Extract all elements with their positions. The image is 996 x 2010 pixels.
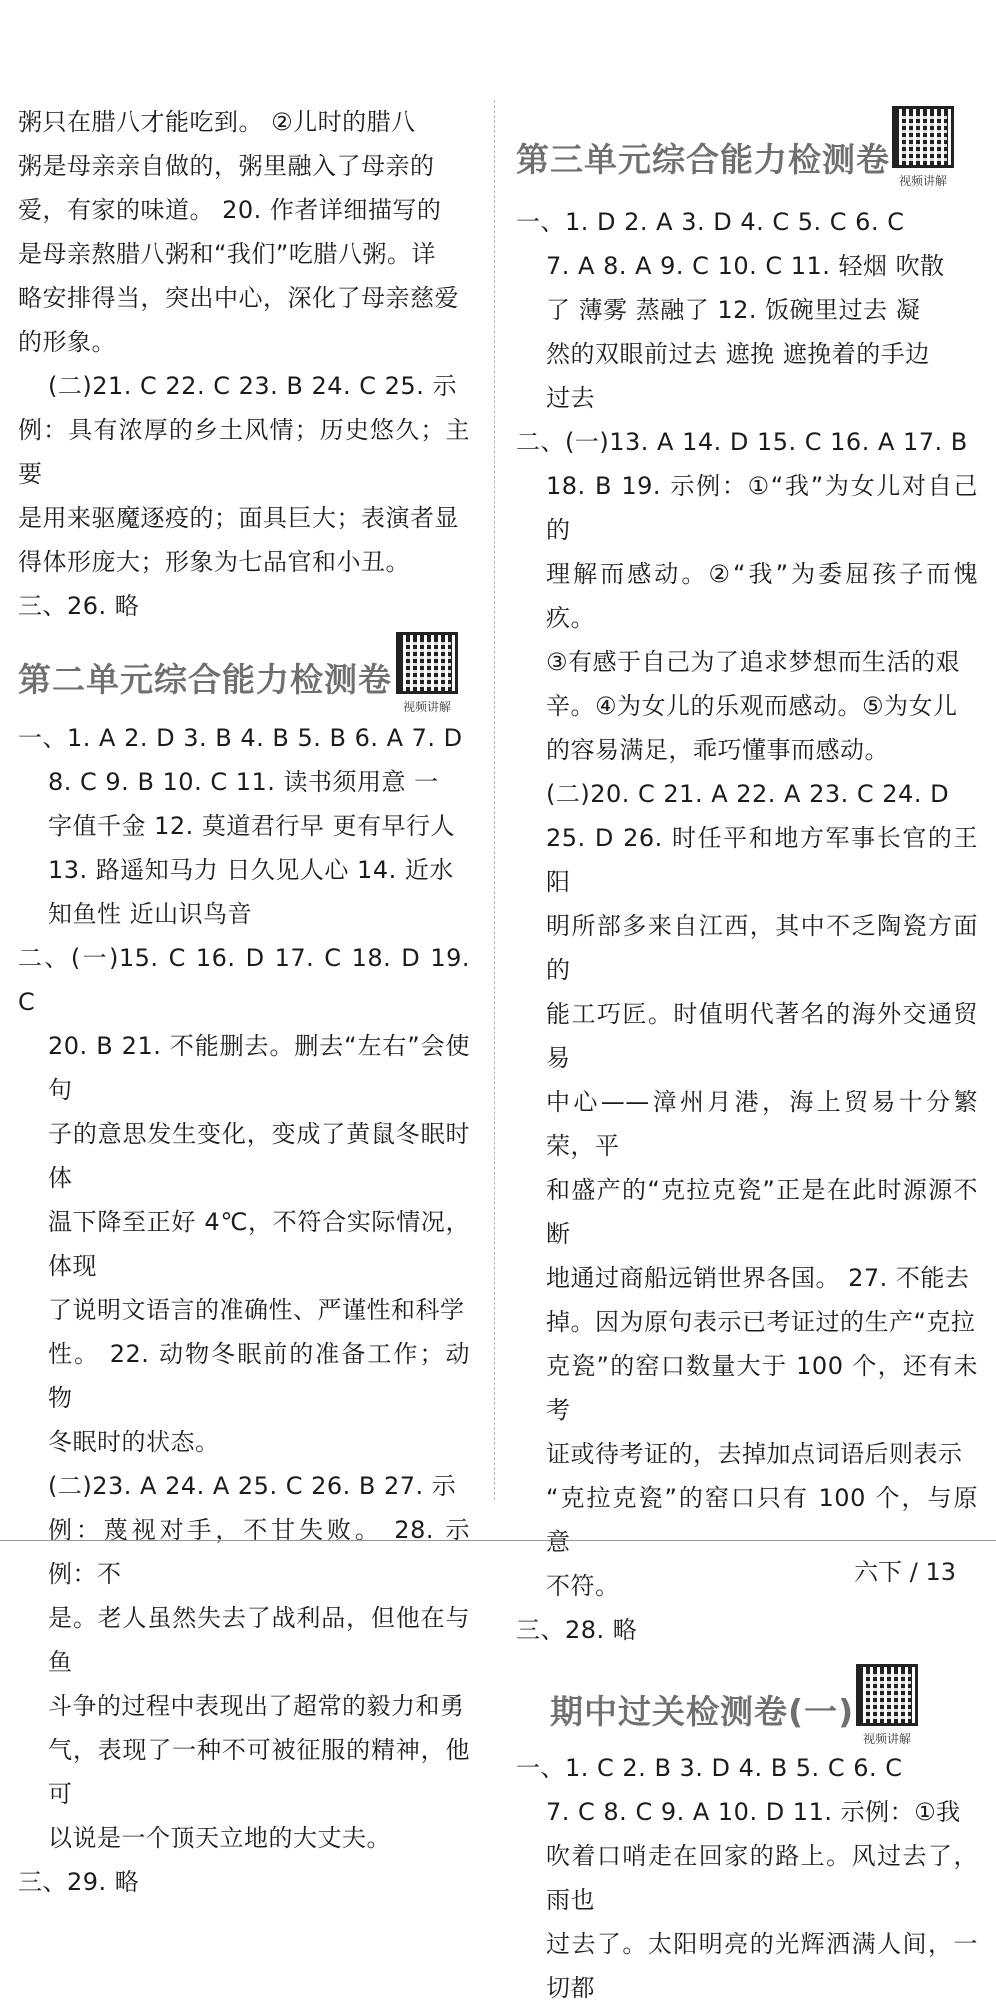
answer-line: (二)20. C 21. A 22. A 23. C 24. D (546, 780, 950, 808)
answer-line: 7. A 8. A 9. C 10. C 11. 轻烟 吹散 (546, 252, 945, 280)
qr-code-icon[interactable] (892, 106, 954, 168)
qr-code-icon[interactable] (856, 1664, 918, 1726)
qr-caption: 视频讲解 (402, 700, 451, 714)
answer-line: 了说明文语言的准确性、严谨性和科学 (48, 1296, 465, 1324)
midterm-header (516, 1656, 978, 1746)
qr-caption: 视频讲解 (862, 1732, 911, 1746)
answer-line: 辛。④为女儿的乐观而感动。⑤为女儿 (546, 692, 958, 720)
answer-line: 是。老人虽然失去了战利品，但他在与鱼 (48, 1604, 470, 1676)
answer-line: 能工巧匠。时值明代著名的海外交通贸易 (546, 1000, 978, 1072)
answer-line: 的形象。 (18, 328, 116, 356)
column-divider (494, 100, 495, 1500)
answer-line: 理解而感动。②“我”为委屈孩子而愧疚。 (546, 560, 978, 632)
answer-line: 三、26. 略 (18, 592, 140, 620)
answer-line: 是用来驱魔逐疫的；面具巨大；表演者显 (18, 504, 459, 532)
answer-line: 的容易满足，乖巧懂事而感动。 (546, 736, 889, 764)
answer-line: 7. C 8. C 9. A 10. D 11. 示例：①我 (546, 1798, 961, 1826)
answer-line: 吹着口哨走在回家的路上。风过去了，雨也 (546, 1842, 978, 1914)
unit3-title: 第三单元综合能力检测卷 (516, 140, 890, 179)
answer-line: 25. D 26. 时任平和地方军事长官的王阳 (546, 824, 978, 896)
answer-line: (二)21. C 22. C 23. B 24. C 25. 示 (48, 372, 457, 400)
answer-line: 例：蔑视对手，不甘失败。 28. 示例：不 (48, 1516, 470, 1588)
right-column (516, 96, 978, 2010)
unit2-title: 第二单元综合能力检测卷 (18, 660, 392, 699)
answer-line: 气，表现了一种不可被征服的精神，他可 (48, 1736, 470, 1808)
answer-line: 地通过商船远销世界各国。 27. 不能去 (546, 1264, 970, 1292)
answer-line: 二、(一)13. A 14. D 15. C 16. A 17. B (516, 428, 968, 456)
unit3-header (516, 100, 978, 200)
unit2-header (18, 632, 470, 716)
answer-line: 一、1. C 2. B 3. D 4. B 5. C 6. C (516, 1754, 903, 1782)
answer-line: 爱，有家的味道。 20. 作者详细描写的 (18, 196, 442, 224)
answer-line: 18. B 19. 示例：①“我”为女儿对自己的 (546, 472, 978, 544)
answer-line: 得体形庞大；形象为七品官和小丑。 (18, 548, 410, 576)
answer-line: 了 薄雾 蒸融了 12. 饭碗里过去 凝 (546, 296, 921, 324)
answer-line: 过去了。太阳明亮的光辉洒满人间，一切都 (546, 1930, 978, 2002)
answer-line: “克拉克瓷”的窑口只有 100 个，与原意 (546, 1484, 978, 1556)
answer-line: 粥只在腊八才能吃到。 ②儿时的腊八 (18, 108, 416, 136)
answer-line: 明所部多来自江西，其中不乏陶瓷方面的 (546, 912, 978, 984)
answer-line: 是母亲熬腊八粥和“我们”吃腊八粥。详 (18, 240, 436, 268)
answer-line: 证或待考证的，去掉加点词语后则表示 (546, 1440, 963, 1468)
answer-line: 以说是一个顶天立地的大丈夫。 (48, 1824, 391, 1852)
answer-line: 三、28. 略 (516, 1616, 638, 1644)
answer-line: 克瓷”的窑口数量大于 100 个，还有未考 (546, 1352, 978, 1424)
answer-line: 性。 22. 动物冬眠前的准备工作；动物 (48, 1340, 470, 1412)
answer-line: ③有感于自己为了追求梦想而生活的艰 (546, 648, 961, 676)
answer-line: 中心——漳州月港，海上贸易十分繁荣，平 (546, 1088, 978, 1160)
answer-line: 三、29. 略 (18, 1868, 140, 1896)
answer-line: 然的双眼前过去 遮挽 遮挽着的手边 (546, 340, 930, 368)
midterm-title: 期中过关检测卷(一) (550, 1692, 855, 1731)
answer-line: (二)23. A 24. A 25. C 26. B 27. 示 (48, 1472, 457, 1500)
answer-line: 二、(一)15. C 16. D 17. C 18. D 19. C (18, 944, 470, 1016)
answer-line: 知鱼性 近山识鸟音 (48, 900, 253, 928)
answer-line: 13. 路遥知马力 日久见人心 14. 近水 (48, 856, 454, 884)
answer-line: 8. C 9. B 10. C 11. 读书须用意 一 (48, 768, 439, 796)
answer-line: 掉。因为原句表示已考证过的生产“克拉 (546, 1308, 976, 1336)
answer-line: 温下降至正好 4℃，不符合实际情况，体现 (48, 1208, 470, 1280)
answer-line: 冬眠时的状态。 (48, 1428, 220, 1456)
left-column (18, 100, 470, 1904)
answer-line: 20. B 21. 不能删去。删去“左右”会使句 (48, 1032, 470, 1104)
answer-line: 斗争的过程中表现出了超常的毅力和勇 (48, 1692, 465, 1720)
answer-line: 子的意思发生变化，变成了黄鼠冬眠时体 (48, 1120, 470, 1192)
answer-line: 粥是母亲亲自做的，粥里融入了母亲的 (18, 152, 435, 180)
answer-line: 一、1. A 2. D 3. B 4. B 5. B 6. A 7. D (18, 724, 463, 752)
qr-code-icon[interactable] (396, 632, 458, 694)
answer-line: 过去 (546, 384, 595, 412)
footer-rule (0, 1540, 996, 1541)
answer-line: 和盛产的“克拉克瓷”正是在此时源源不断 (546, 1176, 978, 1248)
answer-line: 不符。 (546, 1572, 620, 1600)
answer-line: 例：具有浓厚的乡土风情；历史悠久；主要 (18, 416, 470, 488)
answer-line: 一、1. D 2. A 3. D 4. C 5. C 6. C (516, 208, 905, 236)
qr-caption: 视频讲解 (898, 174, 947, 188)
answer-line: 略安排得当，突出中心，深化了母亲慈爱 (18, 284, 459, 312)
answer-line: 字值千金 12. 莫道君行早 更有早行人 (48, 812, 456, 840)
page-number: 六下 / 13 (854, 1558, 956, 1586)
